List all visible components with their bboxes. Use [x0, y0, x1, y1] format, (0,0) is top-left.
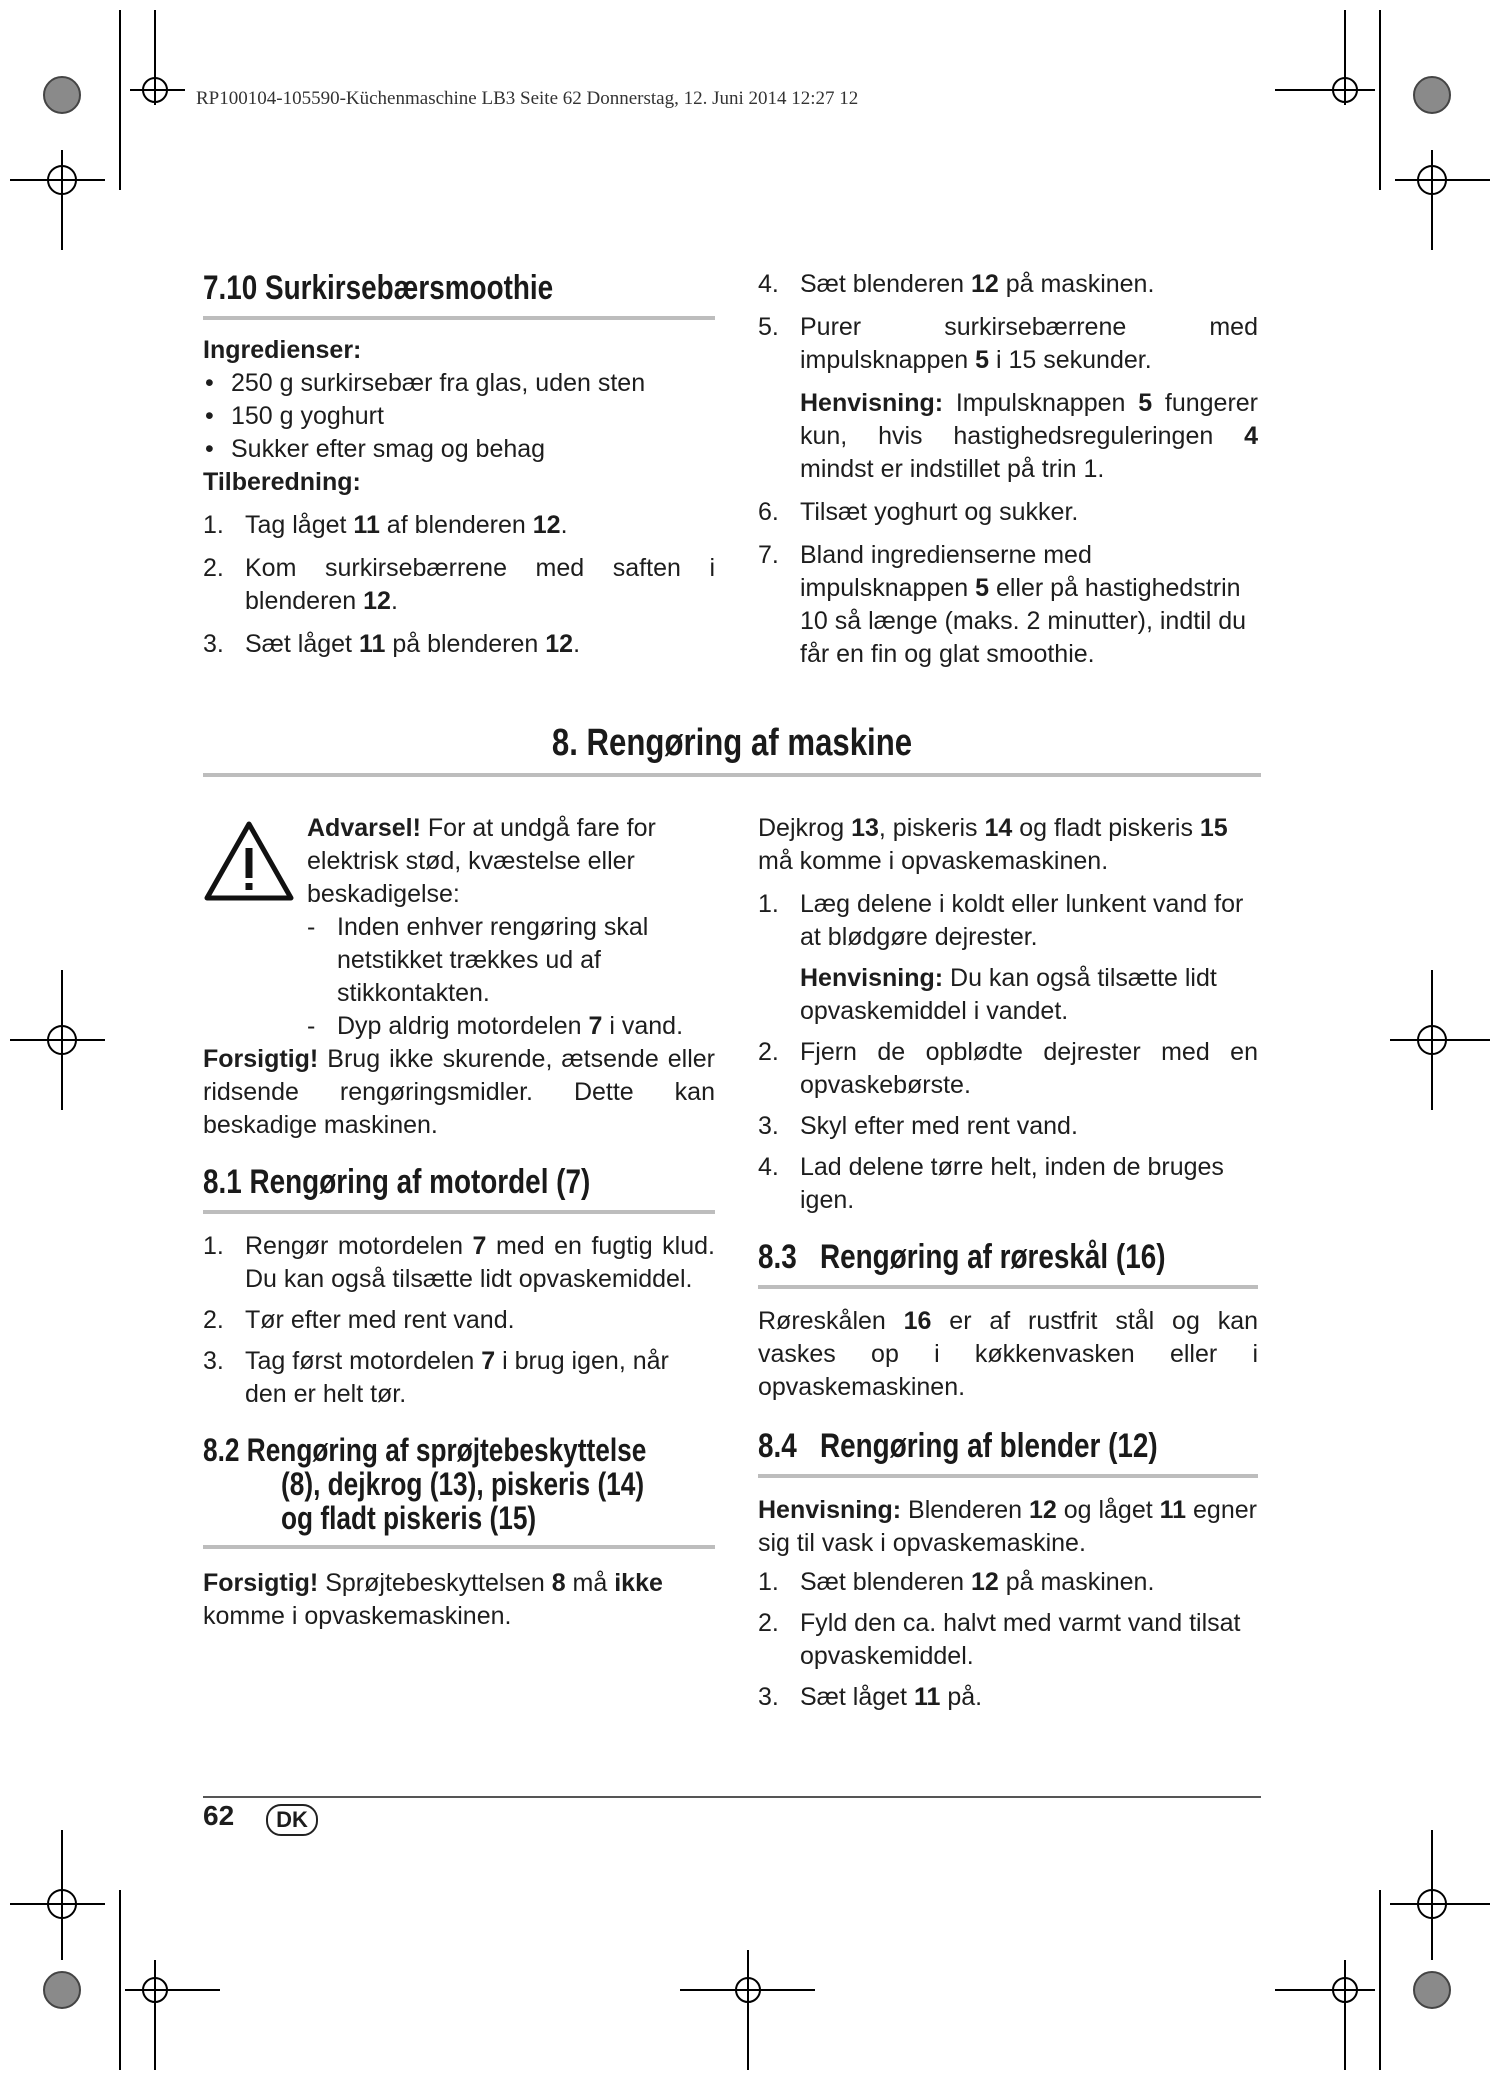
list-item: 4. Sæt blenderen 12 på maskinen.: [758, 270, 1155, 298]
heading-rule: [203, 773, 1261, 777]
section-title-7-10: 7.10 Surkirsebærsmoothie: [203, 269, 554, 307]
heading-rule: [758, 1474, 1258, 1478]
ingredient-item: • 250 g surkirsebær fra glas, uden sten: [205, 369, 646, 397]
list-item: 1. Sæt blenderen 12 på maskinen.: [758, 1568, 1155, 1596]
body-paragraph: Røreskålen 16 er af rustfrit stål og kan vaskes op i køkkenvasken eller i opvaskemaskinen.: [758, 1307, 1259, 1401]
heading-rule: [203, 1545, 715, 1549]
list-item: 4. Lad delene tørre helt, inden de bruges igen.: [758, 1153, 1224, 1214]
list-item: 3. Sæt låget 11 på blenderen 12.: [203, 630, 581, 658]
section-7-10-left: [203, 268, 715, 661]
intro-paragraph: Dejkrog 13, piskeris 14 og fladt piskeris 15 må komme i opvaskemaskinen.: [758, 814, 1228, 875]
warning-item: - Inden enhver rengøring skal netstikket trækkes ud af stikkontakten.: [307, 913, 649, 1007]
heading-rule: [203, 316, 715, 320]
warning-item: - Dyp aldrig motordelen 7 i vand.: [307, 1012, 684, 1040]
note-paragraph: Henvisning: Blenderen 12 og låget 11 egner sig til vask i opvaskemaskine.: [758, 1496, 1257, 1557]
ingredient-item: • 150 g yoghurt: [205, 402, 384, 430]
list-item: 3. Skyl efter med rent vand.: [758, 1112, 1078, 1140]
ingredient-item: • Sukker efter smag og behag: [205, 435, 546, 463]
list-item: 1. Rengør motordelen 7 med en fugtig klud. Du kan også tilsætte lidt opvaskemiddel.: [203, 1232, 715, 1293]
list-item: 3. Sæt låget 11 på.: [758, 1683, 983, 1711]
preparation-heading: Tilberedning:: [203, 468, 361, 496]
list-item: 2. Fjern de opblødte dejrester med en opvaskebørste.: [758, 1038, 1258, 1099]
list-item: 1. Læg delene i koldt eller lunkent vand for at blødgøre dejrester.: [758, 890, 1244, 951]
list-item: 1. Tag låget 11 af blenderen 12.: [203, 511, 568, 539]
caution-paragraph: Forsigtig! Sprøjtebeskyttelsen 8 må ikke komme i opvaskemaskinen.: [203, 1569, 663, 1630]
section-title-8-1: 8.1 Rengøring af motordel (7): [203, 1163, 591, 1201]
footer-rule: [203, 1796, 1261, 1798]
page-number: 62: [203, 1800, 235, 1831]
list-item: 6. Tilsæt yoghurt og sukker.: [758, 498, 1079, 526]
section-8-right: [758, 812, 1258, 1714]
list-item: 3. Tag først motordelen 7 i brug igen, når den er helt tør.: [203, 1347, 669, 1408]
list-item: 2. Kom surkirsebærrene med saften i blenderen 12.: [203, 554, 715, 615]
warning-icon: [203, 820, 295, 902]
caution-paragraph: Forsigtig! Brug ikke skurende, ætsende eller ridsende rengøringsmidler. Dette kan beskadige maskinen.: [203, 1045, 715, 1139]
list-item: 5. Purer surkirsebærrene med impulsknappen 5 i 15 sekunder.: [758, 313, 1258, 374]
section-title-8: 8. Rengøring af maskine: [551, 722, 913, 764]
section-8-header: [203, 722, 1261, 777]
note-paragraph: Henvisning: Impulsknappen 5 fungerer kun, hvis hastighedsreguleringen 4 mindst er indstillet på trin 1.: [800, 389, 1259, 483]
ingredients-heading: Ingredienser:: [203, 336, 362, 364]
print-header: RP100104-105590-Küchenmaschine LB3 Seite 62 Donnerstag, 12. Juni 2014 12:27 12: [196, 88, 859, 109]
warning-paragraph: Advarsel! For at undgå fare for elektrisk stød, kvæstelse eller beskadigelse:: [307, 814, 656, 908]
list-item: 7. Bland ingredienserne med impulsknappen 5 eller på hastighedstrin 10 så længe (maks. 2 minutter), indtil du får en fin og glat smoothie.: [758, 541, 1247, 668]
warning-block: [203, 812, 715, 1043]
note-paragraph: Henvisning: Du kan også tilsætte lidt opvaskemiddel i vandet.: [800, 964, 1217, 1025]
section-8-left: [203, 812, 715, 1633]
language-badge: DK: [266, 1804, 318, 1836]
list-item: 2. Fyld den ca. halvt med varmt vand tilsat opvaskemiddel.: [758, 1609, 1241, 1670]
section-7-10-right: [758, 268, 1258, 671]
section-title-8-4: 8.4 Rengøring af blender (12): [758, 1427, 1158, 1465]
section-title-8-2: 8.2 Rengøring af sprøjtebeskyttelse (8), dejkrog (13), piskeris (14) og fladt piskeris (15): [203, 1432, 647, 1536]
heading-rule: [758, 1285, 1258, 1289]
heading-rule: [203, 1210, 715, 1214]
section-title-8-3: 8.3 Rengøring af røreskål (16): [758, 1238, 1166, 1276]
list-item: 2. Tør efter med rent vand.: [203, 1306, 515, 1334]
